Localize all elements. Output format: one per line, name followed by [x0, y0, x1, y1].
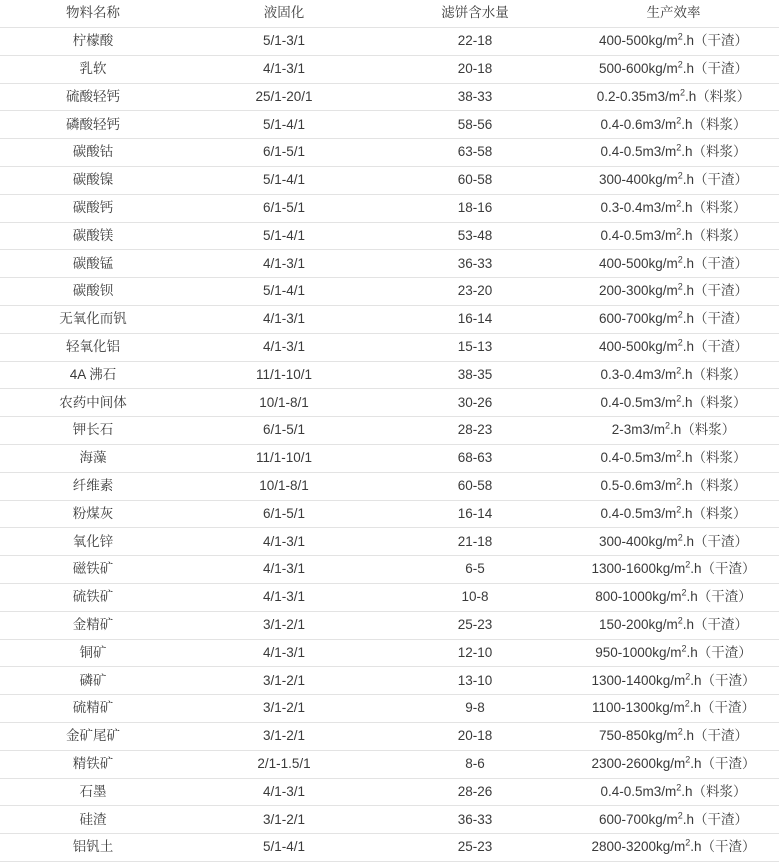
cell-cake-moisture: 10-8	[382, 583, 568, 611]
cell-production-efficiency	[568, 583, 779, 611]
table-row	[0, 333, 779, 361]
efficiency-exponent: 2	[676, 365, 682, 376]
efficiency-unit-suffix: .h（干渣）	[682, 33, 749, 49]
table-row	[0, 472, 779, 500]
cell-production-efficiency	[568, 695, 779, 723]
cell-material-name: 轻氧化铝	[0, 333, 186, 361]
table-row	[0, 611, 779, 639]
table-row	[0, 695, 779, 723]
efficiency-unit-suffix: .h（干渣）	[689, 700, 756, 716]
table-row	[0, 834, 779, 862]
efficiency-value: 0.3-0.4m3/m	[600, 366, 677, 382]
table-header	[0, 0, 779, 28]
efficiency-exponent: 2	[676, 115, 682, 126]
table-row	[0, 83, 779, 111]
efficiency-unit-suffix: .h（干渣）	[682, 617, 749, 633]
efficiency-unit-suffix: .h（料浆）	[681, 505, 747, 521]
efficiency-exponent: 2	[676, 226, 682, 237]
cell-liquid-solid-ratio: 10/1-8/1	[186, 389, 382, 417]
table-row	[0, 528, 779, 556]
efficiency-exponent: 2	[676, 393, 682, 404]
cell-liquid-solid-ratio: 3/1-2/1	[186, 667, 382, 695]
cell-cake-moisture: 20-18	[382, 55, 568, 83]
cell-production-efficiency	[568, 750, 779, 778]
cell-cake-moisture: 15-13	[382, 333, 568, 361]
table-row	[0, 583, 779, 611]
efficiency-exponent: 2	[677, 31, 683, 42]
cell-liquid-solid-ratio: 5/1-4/1	[186, 222, 382, 250]
cell-liquid-solid-ratio: 6/1-5/1	[186, 500, 382, 528]
cell-liquid-solid-ratio: 4/1-3/1	[186, 528, 382, 556]
efficiency-exponent: 2	[664, 420, 670, 431]
efficiency-value: 600-700kg/m	[598, 811, 678, 827]
cell-material-name: 4A 沸石	[0, 361, 186, 389]
cell-cake-moisture: 16-14	[382, 500, 568, 528]
cell-cake-moisture: 63-58	[382, 139, 568, 167]
cell-liquid-solid-ratio: 25/1-20/1	[186, 83, 382, 111]
cell-material-name: 纤维素	[0, 472, 186, 500]
efficiency-unit-suffix: .h（干渣）	[686, 644, 752, 660]
cell-cake-moisture: 20-18	[382, 722, 568, 750]
cell-cake-moisture: 25-23	[382, 611, 568, 639]
cell-production-efficiency	[568, 778, 779, 806]
column-header-production-efficiency: 生产效率	[568, 0, 779, 28]
cell-material-name: 铜矿	[0, 639, 186, 667]
cell-liquid-solid-ratio: 11/1-10/1	[186, 361, 382, 389]
efficiency-value: 0.4-0.5m3/m	[600, 505, 677, 521]
cell-liquid-solid-ratio: 5/1-4/1	[186, 111, 382, 139]
cell-material-name: 硫精矿	[0, 695, 186, 723]
cell-cake-moisture: 8-6	[382, 750, 568, 778]
efficiency-value: 950-1000kg/m	[595, 644, 682, 660]
cell-material-name: 海藻	[0, 444, 186, 472]
table-row	[0, 417, 779, 445]
efficiency-unit-suffix: .h（料浆）	[681, 144, 747, 160]
cell-production-efficiency	[568, 556, 779, 584]
efficiency-exponent: 2	[677, 281, 683, 292]
efficiency-exponent: 2	[677, 170, 683, 181]
cell-production-efficiency	[568, 139, 779, 167]
table-row	[0, 639, 779, 667]
cell-production-efficiency	[568, 361, 779, 389]
cell-production-efficiency	[568, 722, 779, 750]
table-row	[0, 139, 779, 167]
efficiency-exponent: 2	[677, 254, 683, 265]
efficiency-unit-suffix: .h（料浆）	[681, 116, 747, 132]
table-row	[0, 389, 779, 417]
efficiency-value: 400-500kg/m	[598, 33, 678, 49]
efficiency-exponent: 2	[676, 142, 682, 153]
table-row	[0, 722, 779, 750]
efficiency-value: 600-700kg/m	[598, 311, 678, 327]
efficiency-value: 200-300kg/m	[598, 283, 678, 299]
efficiency-unit-suffix: .h（干渣）	[682, 61, 749, 77]
cell-liquid-solid-ratio: 5/1-3/1	[186, 28, 382, 56]
efficiency-unit-suffix: .h（料浆）	[681, 783, 747, 799]
efficiency-unit-suffix: .h（干渣）	[682, 172, 749, 188]
cell-material-name: 碳酸镁	[0, 222, 186, 250]
efficiency-exponent: 2	[681, 643, 687, 654]
cell-liquid-solid-ratio: 6/1-5/1	[186, 417, 382, 445]
efficiency-exponent: 2	[676, 782, 682, 793]
efficiency-unit-suffix: .h（干渣）	[686, 589, 752, 605]
table-header-row	[0, 0, 779, 28]
cell-cake-moisture: 38-35	[382, 361, 568, 389]
table-row	[0, 194, 779, 222]
cell-liquid-solid-ratio: 5/1-4/1	[186, 834, 382, 862]
cell-production-efficiency	[568, 111, 779, 139]
cell-material-name: 无氧化而钒	[0, 305, 186, 333]
cell-material-name: 磷酸轻钙	[0, 111, 186, 139]
cell-cake-moisture: 28-23	[382, 417, 568, 445]
cell-liquid-solid-ratio: 11/1-10/1	[186, 444, 382, 472]
cell-cake-moisture: 9-8	[382, 695, 568, 723]
efficiency-value: 1300-1400kg/m	[591, 672, 686, 688]
efficiency-value: 800-1000kg/m	[595, 589, 682, 605]
efficiency-exponent: 2	[684, 698, 690, 709]
table-row	[0, 28, 779, 56]
efficiency-exponent: 2	[677, 615, 683, 626]
cell-liquid-solid-ratio: 4/1-3/1	[186, 305, 382, 333]
column-header-material-name: 物料名称	[0, 0, 186, 28]
efficiency-exponent: 2	[677, 726, 683, 737]
efficiency-unit-suffix: .h（料浆）	[681, 478, 747, 494]
efficiency-exponent: 2	[680, 87, 686, 98]
efficiency-exponent: 2	[685, 837, 691, 848]
efficiency-value: 400-500kg/m	[598, 255, 678, 271]
cell-production-efficiency	[568, 278, 779, 306]
cell-material-name: 农药中间体	[0, 389, 186, 417]
cell-liquid-solid-ratio: 4/1-3/1	[186, 556, 382, 584]
efficiency-exponent: 2	[677, 309, 683, 320]
efficiency-exponent: 2	[677, 59, 683, 70]
efficiency-value: 300-400kg/m	[598, 172, 678, 188]
cell-cake-moisture: 28-26	[382, 778, 568, 806]
efficiency-unit-suffix: .h（干渣）	[682, 311, 749, 327]
efficiency-unit-suffix: .h（干渣）	[682, 811, 749, 827]
efficiency-value: 0.5-0.6m3/m	[600, 478, 677, 494]
table-row	[0, 361, 779, 389]
column-header-cake-moisture: 滤饼含水量	[382, 0, 568, 28]
cell-material-name: 碳酸锰	[0, 250, 186, 278]
efficiency-value: 0.2-0.35m3/m	[596, 88, 680, 104]
cell-material-name: 石墨	[0, 778, 186, 806]
efficiency-unit-suffix: .h（干渣）	[682, 728, 749, 744]
efficiency-unit-suffix: .h（料浆）	[681, 366, 747, 382]
cell-liquid-solid-ratio: 3/1-2/1	[186, 695, 382, 723]
efficiency-exponent: 2	[676, 504, 682, 515]
cell-cake-moisture: 53-48	[382, 222, 568, 250]
efficiency-value: 2300-2600kg/m	[591, 756, 686, 772]
cell-liquid-solid-ratio: 4/1-3/1	[186, 55, 382, 83]
cell-production-efficiency	[568, 55, 779, 83]
table-row	[0, 111, 779, 139]
cell-liquid-solid-ratio: 4/1-3/1	[186, 778, 382, 806]
cell-cake-moisture: 13-10	[382, 667, 568, 695]
cell-cake-moisture: 21-18	[382, 528, 568, 556]
cell-liquid-solid-ratio: 10/1-8/1	[186, 472, 382, 500]
table-row	[0, 750, 779, 778]
efficiency-value: 0.3-0.4m3/m	[600, 200, 677, 216]
cell-production-efficiency	[568, 305, 779, 333]
efficiency-exponent: 2	[681, 587, 687, 598]
efficiency-value: 400-500kg/m	[598, 339, 678, 355]
cell-liquid-solid-ratio: 6/1-5/1	[186, 139, 382, 167]
cell-cake-moisture: 23-20	[382, 278, 568, 306]
cell-production-efficiency	[568, 667, 779, 695]
efficiency-value: 0.4-0.5m3/m	[600, 144, 677, 160]
efficiency-unit-suffix: .h（料浆）	[681, 200, 747, 216]
efficiency-unit-suffix: .h（干渣）	[682, 339, 749, 355]
cell-cake-moisture: 38-33	[382, 83, 568, 111]
cell-production-efficiency	[568, 444, 779, 472]
table-row	[0, 667, 779, 695]
efficiency-value: 1100-1300kg/m	[591, 700, 685, 716]
cell-liquid-solid-ratio: 4/1-3/1	[186, 333, 382, 361]
cell-material-name: 碳酸钡	[0, 278, 186, 306]
efficiency-unit-suffix: .h（干渣）	[690, 672, 756, 688]
cell-material-name: 金矿尾矿	[0, 722, 186, 750]
cell-liquid-solid-ratio: 3/1-2/1	[186, 722, 382, 750]
table-row	[0, 500, 779, 528]
cell-liquid-solid-ratio: 4/1-3/1	[186, 583, 382, 611]
cell-cake-moisture: 58-56	[382, 111, 568, 139]
table-body	[0, 28, 779, 862]
cell-material-name: 钾长石	[0, 417, 186, 445]
efficiency-exponent: 2	[676, 476, 682, 487]
cell-production-efficiency	[568, 222, 779, 250]
cell-material-name: 磁铁矿	[0, 556, 186, 584]
cell-cake-moisture: 12-10	[382, 639, 568, 667]
cell-production-efficiency	[568, 333, 779, 361]
cell-cake-moisture: 25-23	[382, 834, 568, 862]
efficiency-value: 0.4-0.5m3/m	[600, 783, 677, 799]
table-row	[0, 278, 779, 306]
efficiency-exponent: 2	[676, 198, 682, 209]
cell-cake-moisture: 18-16	[382, 194, 568, 222]
cell-production-efficiency	[568, 500, 779, 528]
efficiency-value: 300-400kg/m	[598, 533, 678, 549]
efficiency-unit-suffix: .h（料浆）	[681, 227, 747, 243]
efficiency-unit-suffix: .h（料浆）	[681, 394, 747, 410]
cell-material-name: 硫酸轻钙	[0, 83, 186, 111]
cell-liquid-solid-ratio: 5/1-4/1	[186, 166, 382, 194]
efficiency-unit-suffix: .h（干渣）	[682, 283, 749, 299]
column-header-liquid-solid-ratio: 液固化	[186, 0, 382, 28]
cell-liquid-solid-ratio: 6/1-5/1	[186, 194, 382, 222]
cell-material-name: 碳酸镍	[0, 166, 186, 194]
cell-production-efficiency	[568, 250, 779, 278]
cell-liquid-solid-ratio: 4/1-3/1	[186, 639, 382, 667]
cell-cake-moisture: 68-63	[382, 444, 568, 472]
efficiency-unit-suffix: .h（干渣）	[690, 756, 756, 772]
cell-material-name: 氧化锌	[0, 528, 186, 556]
cell-cake-moisture: 36-33	[382, 806, 568, 834]
table-row	[0, 55, 779, 83]
table-row	[0, 166, 779, 194]
cell-material-name: 乳软	[0, 55, 186, 83]
cell-production-efficiency	[568, 806, 779, 834]
cell-production-efficiency	[568, 528, 779, 556]
table-row	[0, 444, 779, 472]
cell-production-efficiency	[568, 83, 779, 111]
table-row	[0, 222, 779, 250]
efficiency-unit-suffix: .h（干渣）	[682, 533, 749, 549]
efficiency-unit-suffix: .h（料浆）	[670, 422, 736, 438]
cell-production-efficiency	[568, 472, 779, 500]
cell-cake-moisture: 60-58	[382, 166, 568, 194]
efficiency-value: 0.4-0.5m3/m	[600, 227, 677, 243]
cell-production-efficiency	[568, 194, 779, 222]
cell-liquid-solid-ratio: 4/1-3/1	[186, 250, 382, 278]
cell-production-efficiency	[568, 389, 779, 417]
cell-production-efficiency	[568, 834, 779, 862]
cell-cake-moisture: 36-33	[382, 250, 568, 278]
efficiency-exponent: 2	[677, 532, 683, 543]
efficiency-exponent: 2	[685, 559, 691, 570]
efficiency-unit-suffix: .h（料浆）	[681, 450, 747, 466]
cell-cake-moisture: 22-18	[382, 28, 568, 56]
efficiency-value: 500-600kg/m	[598, 61, 678, 77]
cell-material-name: 碳酸钙	[0, 194, 186, 222]
efficiency-value: 750-850kg/m	[598, 728, 678, 744]
efficiency-exponent: 2	[676, 448, 682, 459]
table-row	[0, 806, 779, 834]
table-row	[0, 305, 779, 333]
efficiency-value: 2-3m3/m	[611, 422, 665, 438]
efficiency-value: 0.4-0.5m3/m	[600, 450, 677, 466]
cell-material-name: 硫铁矿	[0, 583, 186, 611]
efficiency-exponent: 2	[677, 337, 683, 348]
cell-production-efficiency	[568, 611, 779, 639]
cell-material-name: 金精矿	[0, 611, 186, 639]
cell-material-name: 粉煤灰	[0, 500, 186, 528]
cell-production-efficiency	[568, 28, 779, 56]
cell-material-name: 精铁矿	[0, 750, 186, 778]
table-row	[0, 778, 779, 806]
cell-cake-moisture: 6-5	[382, 556, 568, 584]
table-row	[0, 250, 779, 278]
cell-production-efficiency	[568, 417, 779, 445]
cell-material-name: 铝钒土	[0, 834, 186, 862]
cell-liquid-solid-ratio: 2/1-1.5/1	[186, 750, 382, 778]
efficiency-value: 150-200kg/m	[598, 617, 678, 633]
cell-liquid-solid-ratio: 3/1-2/1	[186, 611, 382, 639]
efficiency-value: 1300-1600kg/m	[591, 561, 686, 577]
efficiency-value: 0.4-0.6m3/m	[600, 116, 677, 132]
cell-material-name: 柠檬酸	[0, 28, 186, 56]
efficiency-unit-suffix: .h（干渣）	[690, 561, 756, 577]
efficiency-unit-suffix: .h（干渣）	[690, 839, 756, 855]
efficiency-exponent: 2	[685, 754, 691, 765]
cell-material-name: 磷矿	[0, 667, 186, 695]
table-row	[0, 556, 779, 584]
efficiency-value: 0.4-0.5m3/m	[600, 394, 677, 410]
efficiency-exponent: 2	[677, 810, 683, 821]
cell-cake-moisture: 30-26	[382, 389, 568, 417]
cell-liquid-solid-ratio: 3/1-2/1	[186, 806, 382, 834]
cell-production-efficiency	[568, 639, 779, 667]
cell-production-efficiency	[568, 166, 779, 194]
cell-material-name: 碳酸钴	[0, 139, 186, 167]
cell-material-name: 硅渣	[0, 806, 186, 834]
efficiency-value: 2800-3200kg/m	[591, 839, 686, 855]
cell-liquid-solid-ratio: 5/1-4/1	[186, 278, 382, 306]
cell-cake-moisture: 60-58	[382, 472, 568, 500]
efficiency-exponent: 2	[685, 671, 691, 682]
efficiency-unit-suffix: .h（料浆）	[685, 88, 751, 104]
cell-cake-moisture: 16-14	[382, 305, 568, 333]
efficiency-unit-suffix: .h（干渣）	[682, 255, 749, 271]
